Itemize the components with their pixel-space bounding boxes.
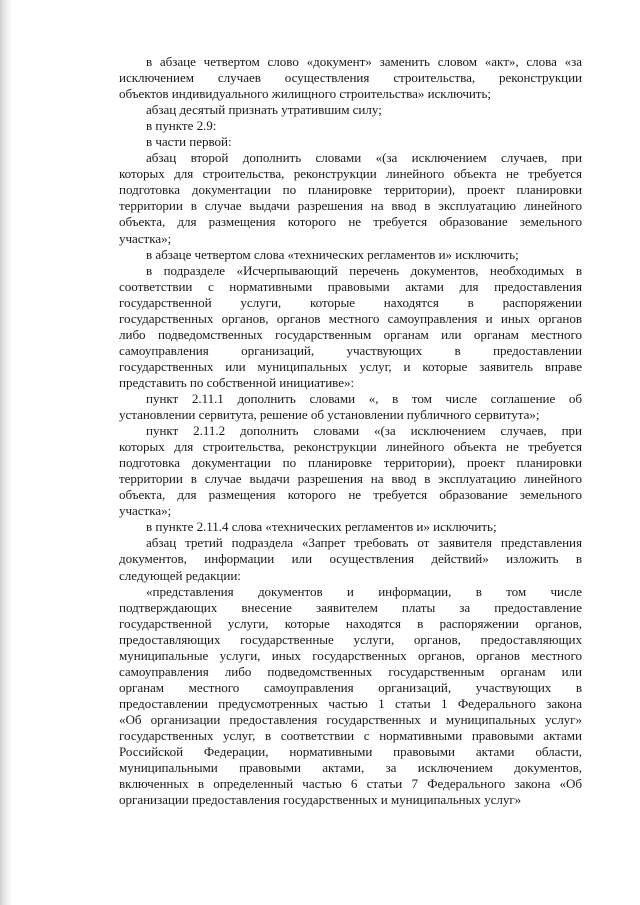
paragraph [146, 519, 582, 535]
text-line: в пункте 2.11.4 слова «технических регламентов и» исключить; [146, 519, 497, 535]
text-line: подготовка документации по планировке территории), проект планировки [119, 455, 582, 471]
paragraph [119, 390, 582, 423]
text-line: в абзаце четвертом слово «документ» заменить словом «акт», слова «за [146, 54, 582, 69]
text-line: абзац второй дополнить словами «(за исключением случаев, при [146, 150, 582, 166]
paragraph [119, 54, 582, 102]
paragraph [146, 247, 582, 263]
paragraph [146, 102, 582, 118]
paragraph [119, 535, 582, 583]
scan-edge-shadow [0, 0, 12, 905]
text-line: территории в случае выдачи разрешения на ввод в эксплуатацию линейного [119, 198, 582, 214]
text-line: государственных услуг, в соответствии с нормативными правовыми актами [119, 727, 582, 743]
text-line: муниципальные услуги, иных государственных органов, органов местного [119, 647, 582, 663]
text-line: подтверждающих внесение заявителем платы за предоставление [119, 599, 582, 615]
text-line: в пункте 2.9: [146, 118, 217, 134]
text-line: организации предоставления государственных и муниципальных услуг» [119, 792, 522, 808]
text-line: муниципальными правовыми актами, за исключением документов, [119, 760, 582, 776]
text-line: которых для строительства, реконструкции линейного объекта не требуется [119, 166, 582, 182]
text-line: государственных органов, органов местного самоуправления и иных органов [119, 310, 582, 326]
text-line: абзац третий подраздела «Запрет требовать от заявителя представления [146, 535, 582, 551]
text-line: исключением случаев осуществления строительства, реконструкции [119, 70, 582, 86]
text-line: Российской Федерации, нормативными правовыми актами области, [119, 744, 582, 760]
document-body [119, 54, 582, 808]
text-line: «Об организации предоставления государственных и муниципальных услуг» [119, 711, 582, 727]
text-line: объектов индивидуального жилищного строительства» исключить; [119, 86, 491, 102]
paragraph [119, 423, 582, 519]
text-line: соответствии с нормативными правовыми актами для предоставления [119, 278, 582, 294]
text-line: участка»; [119, 503, 172, 519]
text-line: которых для строительства, реконструкции линейного объекта не требуется [119, 439, 582, 455]
text-line: самоуправления организаций, участвующих в предоставлении [119, 342, 582, 358]
text-line: в абзаце четвертом слова «технических регламентов и» исключить; [146, 246, 519, 262]
text-line: пункт 2.11.2 дополнить словами «(за исключением случаев, при [146, 423, 582, 439]
text-line: государственных или муниципальных услуг, и которые заявитель вправе [119, 358, 582, 374]
paragraph [119, 262, 582, 391]
text-line: государственной услуги, которые находятся в распоряжении [119, 294, 582, 310]
text-line: абзац десятый признать утратившим силу; [146, 102, 382, 118]
paragraph [146, 134, 582, 150]
text-line: включенных в определенный частью 6 статьи 7 Федерального закона «Об [119, 776, 582, 792]
text-line: в подразделе «Исчерпывающий перечень документов, необходимых в [146, 262, 582, 278]
text-line: предоставляющих государственные услуги, органов, предоставляющих [119, 631, 582, 647]
text-line: самоуправления либо подведомственных государственным органам или [119, 663, 582, 679]
paragraph [119, 150, 582, 246]
text-line: документов, информации или осуществления действий» изложить в [119, 551, 582, 567]
text-line: государственной услуги, которые находятся в распоряжении органов, [119, 615, 582, 631]
paragraph [146, 118, 582, 134]
text-line: участка»; [119, 230, 172, 246]
text-line: в части первой: [146, 134, 232, 150]
text-line: органам местного самоуправления организаций, участвующих в [119, 679, 582, 695]
text-line: установлении сервитута, решение об установлении публичного сервитута»; [119, 407, 540, 423]
text-line: представить по собственной инициативе»: [119, 374, 355, 390]
text-line: следующей редакции: [119, 567, 241, 583]
text-line: либо подведомственных государственным органам или органам местного [119, 326, 582, 342]
text-line: предоставлении предусмотренных частью 1 статьи 1 Федерального закона [119, 695, 582, 711]
text-line: территории в случае выдачи разрешения на ввод в эксплуатацию линейного [119, 471, 582, 487]
text-line: объекта, для размещения которого не требуется образование земельного [119, 214, 582, 230]
text-line: подготовка документации по планировке территории), проект планировки [119, 182, 582, 198]
text-line: «представления документов и информации, в том числе [146, 583, 582, 599]
text-line: объекта, для размещения которого не требуется образование земельного [119, 487, 582, 503]
paragraph [119, 583, 582, 809]
text-line: пункт 2.11.1 дополнить словами «, в том числе соглашение об [146, 390, 582, 406]
